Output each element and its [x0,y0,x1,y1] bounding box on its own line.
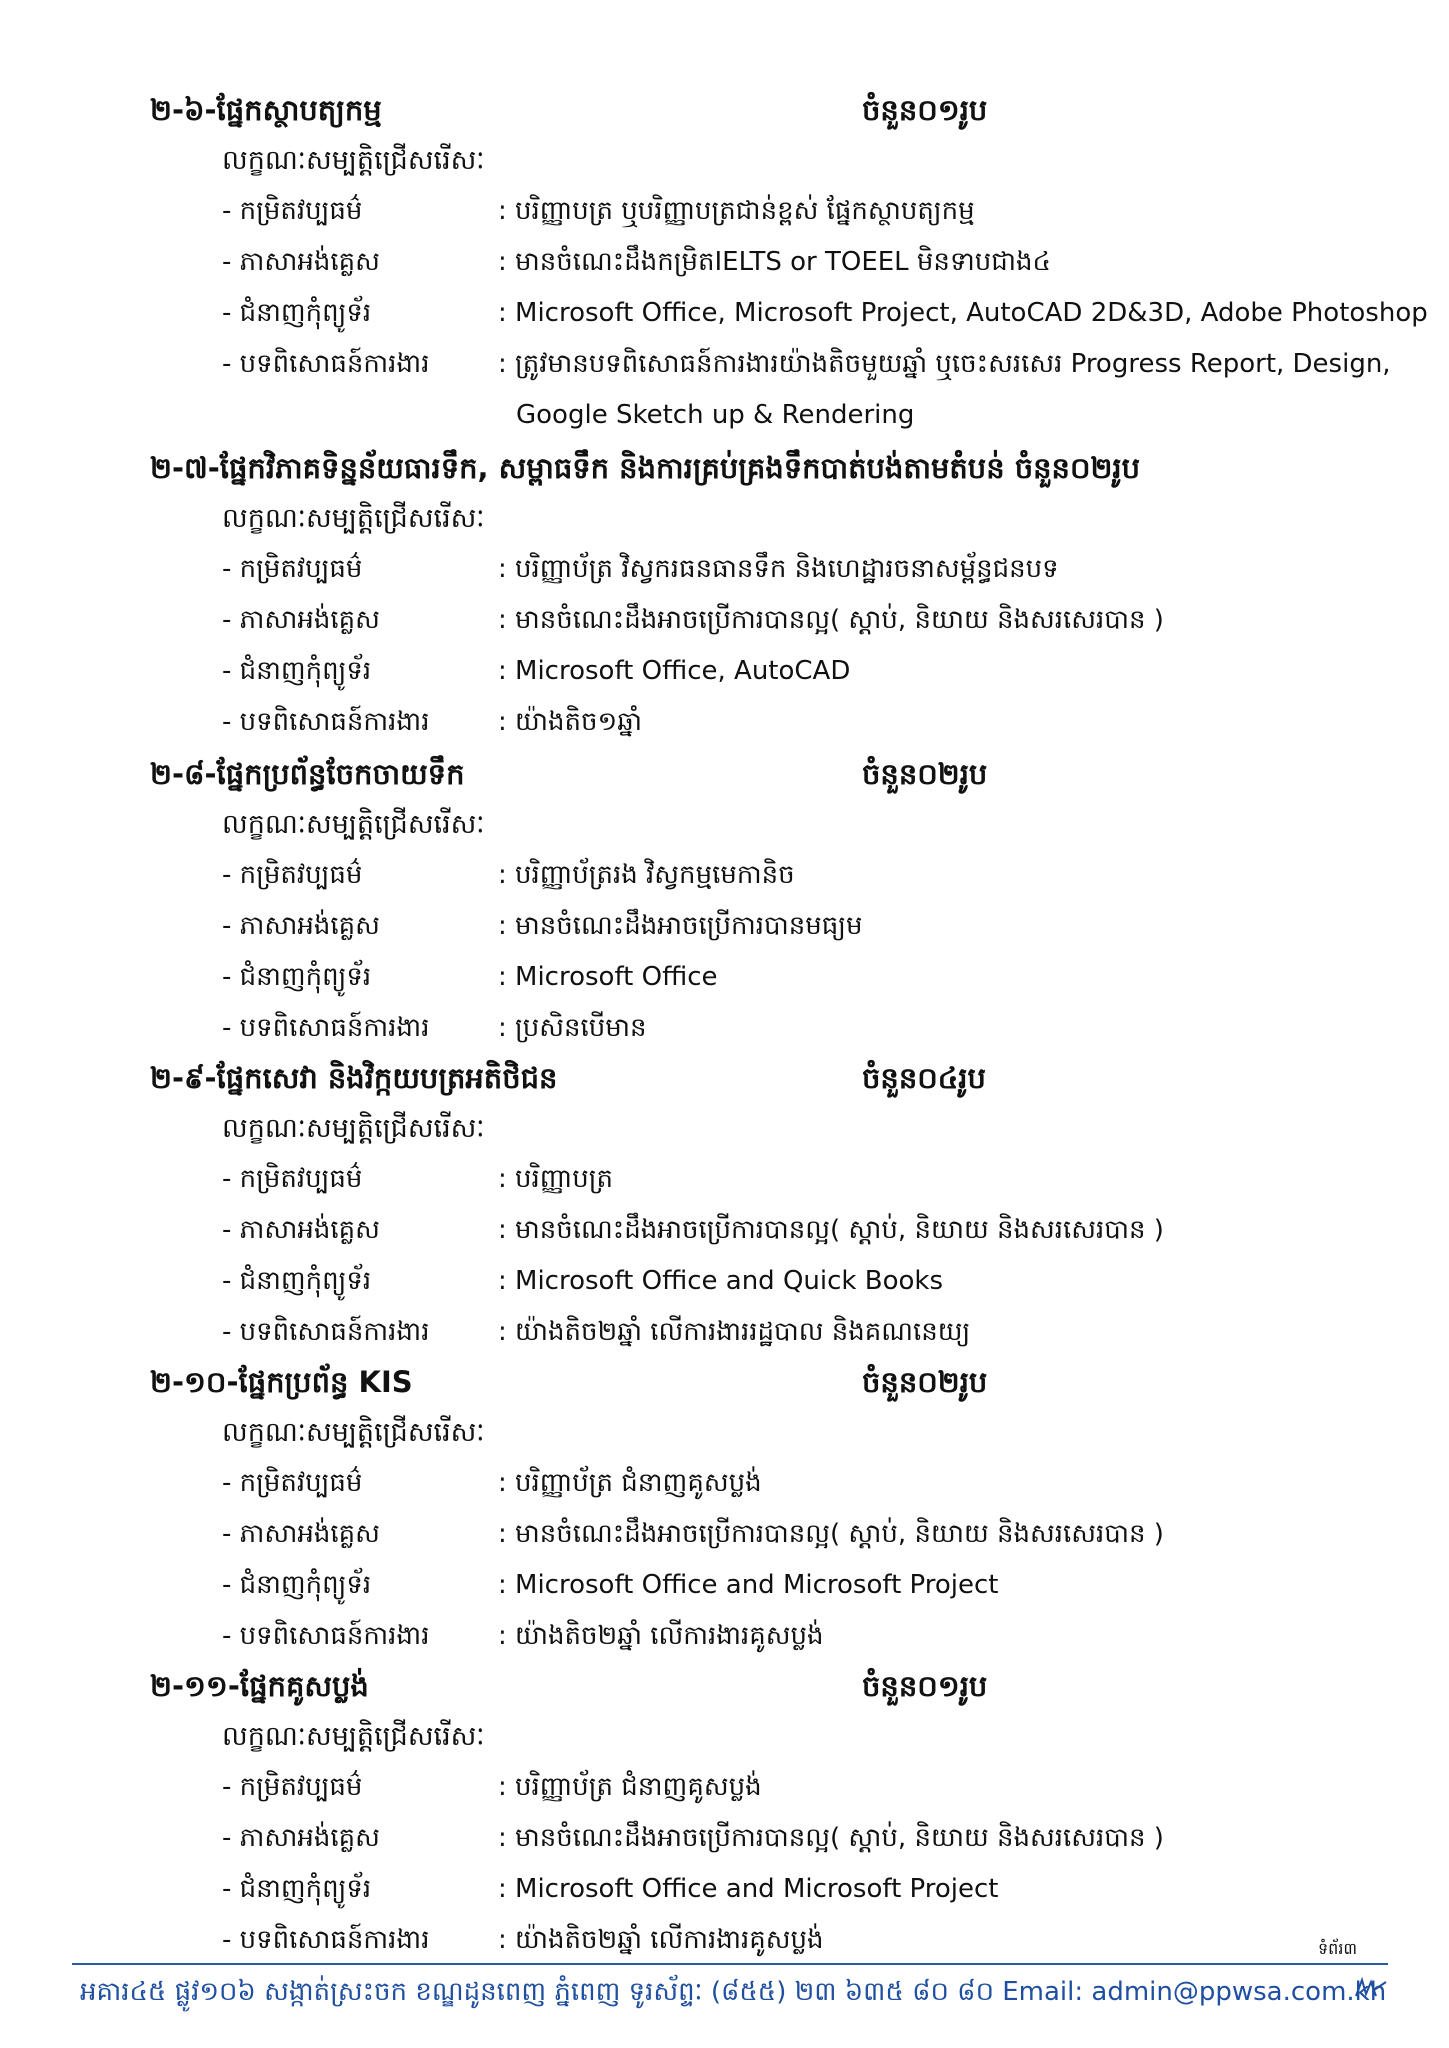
requirement-value: : មានចំណេះដឹងអាចប្រើការបានល្អ( ស្តាប់, និយាយ និងសរសេរបាន ) [498,1215,1164,1245]
requirement-row [0,901,1449,952]
requirement-label: - ជំនាញកុំព្យូទ័រ [222,656,372,686]
requirement-value: : យ៉ាងតិច២ឆ្នាំ លើការងារគូសប្លង់ [498,1925,824,1955]
requirement-label: - បទពិសោធន៍ការងារ [222,349,430,379]
requirement-label: - ជំនាញកុំព្យូទ័រ [222,962,372,992]
requirement-row [0,850,1449,901]
requirement-row [0,1560,1449,1611]
section-intro: លក្ខណៈសម្បត្តិជ្រើសរើសៈ [222,1721,485,1752]
requirement-continuation [0,390,1449,440]
requirement-value: : Microsoft Office and Quick Books [498,1266,943,1296]
requirement-row [0,186,1449,237]
section-2-11 [0,1660,1449,1966]
requirement-row [0,339,1449,390]
requirement-label: - បទពិសោធន៍ការងារ [222,707,430,737]
requirement-value: : Microsoft Office and Microsoft Project [498,1570,999,1600]
requirement-label: - ភាសាអង់គ្លេស [222,605,380,635]
requirement-value: : មានចំណេះដឹងកម្រិតIELTS or TOEEL មិនទាបជាង៤ [498,247,1051,277]
requirement-label: - ភាសាអង់គ្លេស [222,911,380,941]
section-count: ចំនួន០១រូប [862,1669,988,1703]
section-2-6 [0,84,1449,440]
section-2-8 [0,748,1449,1054]
requirement-value: : Microsoft Office [498,962,718,992]
requirement-label: - បទពិសោធន៍ការងារ [222,1925,430,1955]
requirement-value: : បរិញ្ញាប័ត្ររង វិស្វកម្មមេកានិច [498,860,795,890]
requirement-row [0,646,1449,697]
requirement-row [0,1003,1449,1054]
requirement-row [0,237,1449,288]
section-count: ចំនួន០១រូប [862,93,988,127]
section-title: ២-៧-ផ្នែកវិភាគទិន្នន័យធារទឹក, សម្ពាធទឹក និងការគ្រប់គ្រងទឹកបាត់បង់តាមតំបន់ ចំនួន០២រូប [150,451,1141,485]
section-intro: លក្ខណៈសម្បត្តិជ្រើសរើសៈ [222,1113,485,1144]
requirement-label: - ជំនាញកុំព្យូទ័រ [222,298,372,328]
section-2-10 [0,1356,1449,1662]
section-intro: លក្ខណៈសម្បត្តិជ្រើសរើសៈ [222,809,485,840]
requirement-value: : យ៉ាងតិច២ឆ្នាំ លើការងារគូសប្លង់ [498,1621,824,1651]
footer-address: អគារ៤៥ ផ្លូវ១០៦ សង្កាត់ស្រះចក ខណ្ឌដូនពេញ ភ្នំពេញ ទូរស័ព្ទៈ (៨៥៥) ២៣ ៦៣៥ ៨០ ៨០ Email: admin@ppwsa.com.kh [80,1977,1387,2007]
requirement-label: - កម្រិតវប្បធម៌ [222,860,363,890]
requirement-label: - ភាសាអង់គ្លេស [222,1215,380,1245]
requirement-value: : បរិញ្ញាប័ត្រ ជំនាញគូសប្លង់ [498,1468,762,1498]
requirement-row [0,1509,1449,1560]
section-title: ២-៦-ផ្នែកស្ថាបត្យកម្ម [150,93,382,127]
requirement-label: - បទពិសោធន៍ការងារ [222,1013,430,1043]
requirement-row [0,1458,1449,1509]
requirement-label: - បទពិសោធន៍ការងារ [222,1621,430,1651]
section-title: ២-១០-ផ្នែកប្រព័ន្ធ KIS [150,1365,413,1399]
requirement-value: : យ៉ាងតិច១ឆ្នាំ [498,707,642,737]
section-2-7 [0,442,1449,748]
requirement-row [0,595,1449,646]
requirement-value: : បរិញ្ញាបត្រ [498,1164,614,1194]
requirement-row [0,1762,1449,1813]
section-intro: លក្ខណៈសម្បត្តិជ្រើសរើសៈ [222,503,485,534]
requirement-value: : មានចំណេះដឹងអាចប្រើការបានល្អ( ស្តាប់, និយាយ និងសរសេរបាន ) [498,1519,1164,1549]
requirement-label: - ជំនាញកុំព្យូទ័រ [222,1266,372,1296]
requirement-row [0,544,1449,595]
requirement-label: - ភាសាអង់គ្លេស [222,1519,380,1549]
requirement-value: : បរិញ្ញាប័ត្រ វិស្វករធនធានទឹក និងហេដ្ឋារចនាសម្ព័ន្ធជនបទ [498,554,1059,584]
section-title: ២-១១-ផ្នែកគូសប្លង់ [150,1669,369,1703]
section-intro: លក្ខណៈសម្បត្តិជ្រើសរើសៈ [222,145,485,176]
requirement-value: : Microsoft Office, Microsoft Project, AutoCAD 2D&3D, Adobe Photoshop [498,298,1428,328]
section-title: ២-៩-ផ្នែកសេវា និងវិក្កយបត្រអតិថិជន [150,1061,558,1095]
requirement-label: - កម្រិតវប្បធម៌ [222,554,363,584]
requirement-value: : បរិញ្ញាប័ត្រ ជំនាញគូសប្លង់ [498,1772,762,1802]
section-count: ចំនួន០២រូប [862,1365,988,1399]
page-number: ទំព័រ៣ [1318,1939,1358,1958]
requirement-value: : បរិញ្ញាបត្រ ឬបរិញ្ញាបត្រជាន់ខ្ពស់ ផ្នែកស្ថាបត្យកម្ម [498,196,975,226]
requirement-label: - ជំនាញកុំព្យូទ័រ [222,1874,372,1904]
requirement-row [0,1154,1449,1205]
requirement-row [0,1205,1449,1256]
requirement-value: : Microsoft Office, AutoCAD [498,656,851,686]
section-count: ចំនួន០២រូប [862,757,988,791]
requirement-row [0,1256,1449,1307]
requirement-label: - កម្រិតវប្បធម៌ [222,1772,363,1802]
section-title: ២-៨-ផ្នែកប្រព័ន្ធចែកចាយទឹក [150,757,465,791]
requirement-value: : យ៉ាងតិច២ឆ្នាំ លើការងាររដ្ឋបាល និងគណនេយ្យ [498,1317,971,1347]
requirement-row [0,697,1449,748]
signature-initials-icon [1354,1974,1388,2002]
requirement-row [0,1307,1449,1358]
requirement-row [0,952,1449,1003]
section-2-9 [0,1052,1449,1358]
requirement-label: - កម្រិតវប្បធម៌ [222,1468,363,1498]
requirement-row [0,1915,1449,1966]
requirement-row [0,288,1449,339]
requirement-value: : មានចំណេះដឹងអាចប្រើការបានមធ្យម [498,911,863,941]
requirement-label: - កម្រិតវប្បធម៌ [222,196,363,226]
requirement-row [0,1864,1449,1915]
requirement-value: : មានចំណេះដឹងអាចប្រើការបានល្អ( ស្តាប់, និយាយ និងសរសេរបាន ) [498,1823,1164,1853]
section-intro: លក្ខណៈសម្បត្តិជ្រើសរើសៈ [222,1417,485,1448]
requirement-label: - ភាសាអង់គ្លេស [222,1823,380,1853]
footer-divider [72,1963,1388,1965]
requirement-label: - កម្រិតវប្បធម៌ [222,1164,363,1194]
requirement-value: : ប្រសិនបើមាន [498,1013,647,1043]
requirement-label: - ភាសាអង់គ្លេស [222,247,380,277]
requirement-value: : Microsoft Office and Microsoft Project [498,1874,999,1904]
requirement-row [0,1813,1449,1864]
requirement-label: - បទពិសោធន៍ការងារ [222,1317,430,1347]
requirement-label: - ជំនាញកុំព្យូទ័រ [222,1570,372,1600]
requirement-value-continued: Google Sketch up & Rendering [516,400,915,430]
section-count: ចំនួន០៤រូប [862,1061,986,1095]
requirement-value: : មានចំណេះដឹងអាចប្រើការបានល្អ( ស្តាប់, និយាយ និងសរសេរបាន ) [498,605,1164,635]
requirement-row [0,1611,1449,1662]
requirement-value: : ត្រូវមានបទពិសោធន៍ការងារយ៉ាងតិចមួយឆ្នាំ ឬចេះសរសេរ Progress Report, Design, [498,349,1391,379]
